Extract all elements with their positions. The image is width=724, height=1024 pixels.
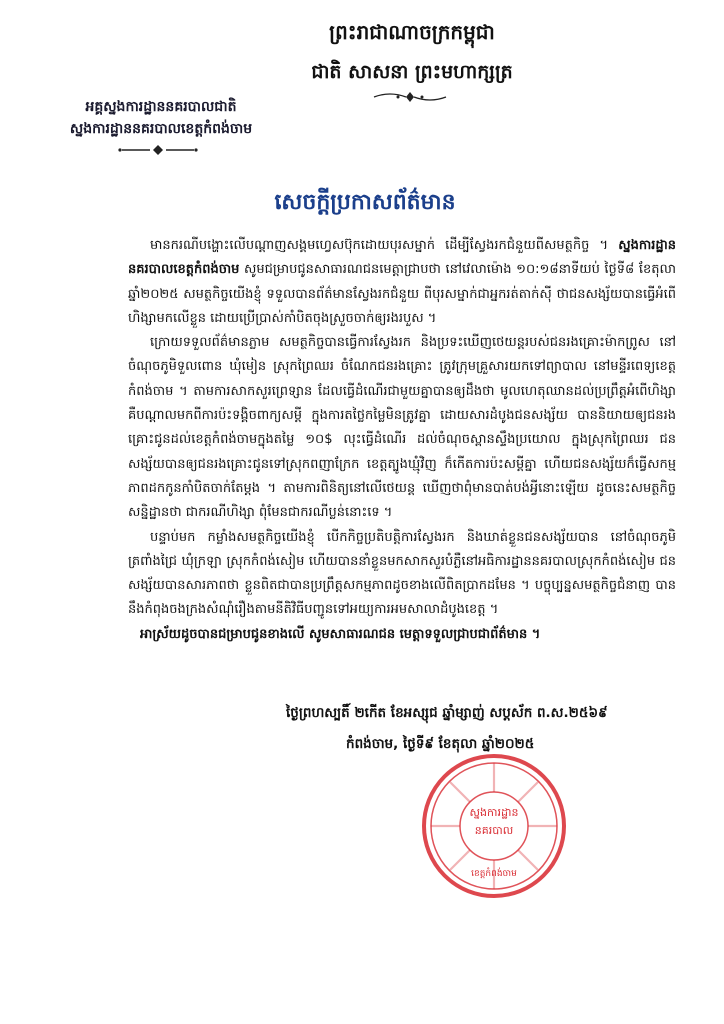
org-line-national: អគ្គស្នងការដ្ឋាននគរបាលជាតិ [85, 99, 237, 115]
paragraph-3: បន្ទាប់មក កម្លាំងសមត្ថកិច្ចយើងខ្ញុំ បើកកិច្ចប្រតិបត្តិការស្វែងរក និងឃាត់ខ្លួនជនសង្ស័យបាន នៅចំណុចភូមិត្រពាំងជ្រៃ ឃុំក្រឡា ស្រុកកំពង់សៀម ហើយបាននាំខ្លួនមកសាកសួរបំភ្លឺនៅអធិការដ្ឋាននគរបាលស្រុកកំពង់សៀម ជនសង្ស័យបានសារភាពថា ខ្លួនពិតជាបានប្រព្រឹត្តសកម្មភាពដូចខាងលើពិតប្រាកដមែន ។ បច្ចុប្បន្នសមត្ថកិច្ចជំនាញ បាននឹងកំពុងចងក្រងសំណុំរឿងតាមនីតិវិធីបញ្ជូនទៅអយ្យការអមសាលាដំបូងខេត្ត ។ [128, 529, 676, 618]
closing-statement: អាស្រ័យដូចបានជម្រាបជូនខាងលើ សូមសាធារណជន មេត្តាទទួលជ្រាបជាព័ត៌មាន ។ [140, 626, 541, 642]
paragraph-1-agency: ស្នងការដ្ឋាននគរបាលខេត្តកំពង់ចាម [128, 238, 676, 278]
ornament-divider-icon [370, 90, 450, 104]
document-body [128, 234, 676, 647]
seal-text-top: ស្នងការដ្ឋាន [469, 806, 519, 819]
seal-text-bottom: ខេត្តកំពង់ចាម [471, 869, 517, 879]
org-line-provincial: ស្នងការដ្ឋាននគរបាលខេត្តកំពង់ចាម [69, 121, 253, 137]
seal-text-middle: នគរបាល [474, 824, 514, 837]
issuing-organization [46, 96, 276, 140]
paragraph-2: ក្រោយទទួលព័ត៌មានភ្លាម សមត្ថកិច្ចបានធ្វើការស្វែងរក និងប្រទះឃើញថេយន្តរបស់ជនរងគ្រោះម៉ាកព្រូស នៅចំណុចភូមិទួលពោន ឃុំមៀន ស្រុកព្រៃឈរ ចំណែកជនរងគ្រោះ ត្រូវក្រុមគ្រួសារយកទៅព្យាបាល នៅមន្ទីរពេទ្យខេត្តកំពង់ចាម ។ តាមការសាកសួរព្រេទ្សាន ដែលធ្វើដំណើរជាមួយគ្នាបានឲ្យដឹងថា មូលហេតុឈានដល់ប្រព្រឹត្តអំពើហិង្សា គឺបណ្តាលមកពីការប៉ះទង្គិចពាក្យសម្តី ក្នុងការតថ្លៃកម្លៃមិនត្រូវគ្នា ដោយសារដំបូងជនសង្ស័យ បាននិយាយឲ្យជនរងគ្រោះជូនដល់ខេត្តកំពង់ចាមក្នុងតម្លៃ ១០$ លុះធ្វើដំណើរ ដល់ចំណុចស្ពានស្ទឹងប្រយោល ក្នុងស្រុកព្រៃឈរ ជនសង្ស័យបានឲ្យជនរងគ្រោះជូនទៅស្រុកពញាក្រែក ខេត្តត្បូងឃ្មុំវិញ ក៏កើតការប៉ះសម្តីគ្នា ហើយជនសង្ស័យក៏ធ្វើសកម្មភាពដកកូនកាំបិតចាក់តែម្តង ។ តាមការពិនិត្យនៅលើថេយន្ត ឃើញថាពុំមានបាត់បង់អ្វីនោះឡើយ ដូចនេះសមត្ថកិច្ចសន្និដ្ឋានថា ជាករណីហិង្សា ពុំមែនជាករណីប្លន់នោះទេ ។ [128, 335, 676, 521]
lunar-date: ថ្ងៃព្រហស្បតិ៍ ២កើត ខែអស្សុជ ឆ្នាំម្សាញ់ សប្តស័ក ព.ស.២៥៦៩ [286, 705, 608, 721]
national-motto: ជាតិ សាសនា ព្រះមហាក្សត្រ [311, 61, 513, 83]
kingdom-title: ព្រះរាជាណាចក្រកម្ពុជា [329, 20, 495, 44]
place-and-date: កំពង់ចាម, ថ្ងៃទី៩ ខែតុលា ឆ្នាំ២០២៥ [346, 736, 535, 752]
ornament-divider-icon [118, 144, 198, 156]
paragraph-1-intro: មានករណីបង្ហោះលើបណ្តាញសង្គមហ្វេសប៊ុកដោយបុរសម្នាក់ ដើម្បីស្វែងរកជំនួយពីសមត្ថកិច្ច ។ [150, 238, 609, 253]
official-seal-icon [420, 752, 568, 900]
paragraph-1 [128, 234, 676, 331]
paragraph-1-rest: សូមជម្រាបជូនសាធារណជនមេត្តាជ្រាបថា នៅវេលាម៉ោង ១០:១៨នាទីយប់ ថ្ងៃទី៨ ខែតុលា ឆ្នាំ២០២៥ សមត្ថកិច្ចយើងខ្ញុំ ទទួលបានព័ត៌មានស្វែងរកជំនួយ ពីបុរសម្នាក់ជាអ្នករត់តាក់ស៊ី ថាជនសង្ស័យបានធ្វើអំពើហិង្សាមកលើខ្លួន ដោយប្រើប្រាស់កាំបិតចុងស្រួចចាក់ឲ្យរងរបួស ។ [128, 262, 676, 326]
document-title: សេចក្តីប្រកាសព័ត៌មាន [274, 190, 456, 215]
